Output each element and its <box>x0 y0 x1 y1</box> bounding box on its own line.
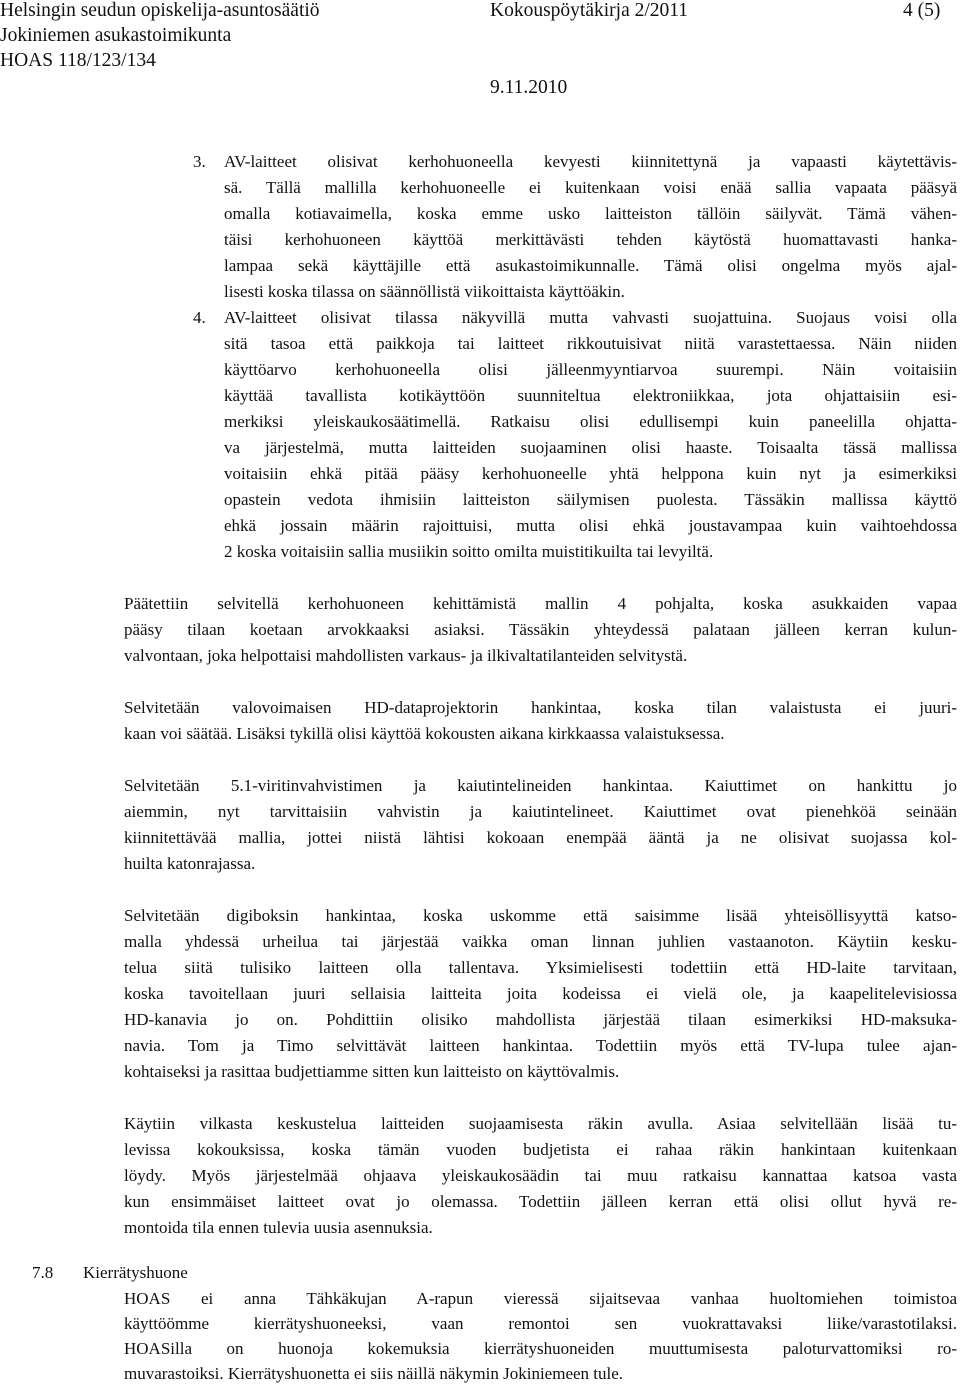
header-page-number: 4 (5) <box>903 0 941 21</box>
text-line: navia. Tom ja Timo selvittävät laitteen hankintaa. Todettiin myös että TV-lupa tulee ajan- <box>124 1036 957 1055</box>
text-line: pääsy tilaan koetaan arvokkaaksi asiaksi. Tässäkin yhteydessä palataan jälleen kerran kulun- <box>124 620 957 639</box>
text-line: lampaa sekä käyttäjille että asukastoimikunnalle. Tämä olisi ongelma myös ajal- <box>224 256 957 275</box>
list-item-number: 4. <box>193 308 206 327</box>
text-line: montoida tila ennen tulevia uusia asennuksia. <box>124 1218 433 1237</box>
text-line: merkiksi yleiskaukosäätimellä. Ratkaisu olisi edullisempi kuin paneelilla ohjatta- <box>224 412 957 431</box>
text-line: Selvitetään 5.1-viritinvahvistimen ja kaiutintelineiden hankintaa. Kaiuttimet on hankittu jo <box>124 776 957 795</box>
text-line: Käytiin vilkasta keskustelua laitteiden suojaamisesta räkin avulla. Asiaa selvitellään lisää tu- <box>124 1114 957 1133</box>
text-line: huilta katonrajassa. <box>124 854 256 873</box>
header-document-title: Kokouspöytäkirja 2/2011 <box>490 0 689 21</box>
text-line: AV-laitteet olisivat kerhohuoneella kevyesti kiinnitettynä ja vapaasti käytettävis- <box>224 152 957 171</box>
text-line: käyttää tavallista kotikäyttöön suunniteltua elektroniikkaa, jota ohjattaisiin esi- <box>224 386 957 405</box>
text-line: täisi kerhohuoneen käyttöä merkittävästi tehden käytöstä huomattavasti hanka- <box>224 230 957 249</box>
text-line: Päätettiin selvitellä kerhohuoneen kehittämistä mallin 4 pohjalta, koska asukkaiden vapaa <box>124 594 957 613</box>
text-line: telua siitä tulisiko laitteen olla tallentava. Yksimielisesti todettiin että HD-laite tarvitaan, <box>124 958 957 977</box>
list-item-number: 3. <box>193 152 206 171</box>
text-line: kaan voi säätää. Lisäksi tykillä olisi käyttöä kokousten aikana kirkkaassa valaistuksessa. <box>124 724 725 743</box>
text-line: va järjestelmä, mutta laitteiden suojaaminen olisi haaste. Toisaalta tässä mallissa <box>224 438 957 457</box>
section-title: Kierrätyshuone <box>83 1263 188 1282</box>
text-line: käyttöarvo kerhohuoneella olisi jälleenmyyntiarvoa suurempi. Näin voitaisiin <box>224 360 957 379</box>
text-line: käyttöömme kierrätyshuoneeksi, vaan remontoi sen vuokrattavaksi liike/varastotilaksi. <box>124 1314 957 1333</box>
text-line: kohtaiseksi ja rasittaa budjettiamme sitten kun laitteisto on käyttövalmis. <box>124 1062 620 1081</box>
text-line: valvontaan, joka helpottaisi mahdollisten varkaus- ja ilkivaltatilanteiden selvitystä. <box>124 646 688 665</box>
header-date: 9.11.2010 <box>490 77 568 98</box>
text-line: kun ensimmäiset laitteet ovat jo olemassa. Todettiin jälleen kerran että olisi ollut hyvä re- <box>124 1192 957 1211</box>
text-line: löydy. Myös järjestelmää ohjaava yleiskaukosäädin tai muu ratkaisu kannattaa katsoa vasta <box>124 1166 957 1185</box>
text-line: voitaisiin ehkä pitää pääsy kerhohuoneelle yhtä helppona kuin nyt ja esimerkiksi <box>224 464 957 483</box>
text-line: AV-laitteet olisivat tilassa näkyvillä mutta vahvasti suojattuina. Suojaus voisi olla <box>224 308 957 327</box>
text-line: sitä tasoa että paikkoja tai laitteet rikkoutuisivat niitä varastettaessa. Näin niiden <box>224 334 957 353</box>
text-line: lisesti koska tilassa on säännöllistä viikoittaista käyttöäkin. <box>224 282 625 301</box>
text-line: Selvitetään valovoimaisen HD-dataprojektorin hankintaa, koska tilan valaistusta ei juuri- <box>124 698 957 717</box>
text-line: kiinnitettävää mallia, jottei niistä lähtisi kokoaan enempää ääntä ja ne olisivat suojassa kol- <box>124 828 957 847</box>
text-line: opastein vedota ihmisiin laitteiston säilymisen puolesta. Tässäkin mallissa käyttö <box>224 490 957 509</box>
header-org: Helsingin seudun opiskelija-asuntosäätiö <box>0 0 320 21</box>
section-number: 7.8 <box>32 1263 54 1282</box>
text-line: Selvitetään digiboksin hankintaa, koska uskomme että saisimme lisää yhteisöllisyyttä katso- <box>124 906 957 925</box>
text-line: aiemmin, nyt tarvittaisiin vahvistin ja kaiutintelineet. Kaiuttimet ovat pienehköä seinään <box>124 802 957 821</box>
text-line: sä. Tällä mallilla kerhohuoneelle ei kuitenkaan voisi enää sallia vapaata pääsyä <box>224 178 957 197</box>
text-line: omalla kotiavaimella, koska emme usko laitteiston tällöin säilyvät. Tämä vähen- <box>224 204 957 223</box>
text-line: ehkä jossain määrin rajoittuisi, mutta olisi ehkä joustavampaa kuin vaihtoehdossa <box>224 516 957 535</box>
text-line: HOAS ei anna Tähkäkujan A-rapun vieressä sijaitsevaa vanhaa huoltomiehen toimistoa <box>124 1289 957 1308</box>
text-line: muvarastoiksi. Kierrätyshuonetta ei siis näillä näkymin Jokiniemeen tule. <box>124 1364 624 1383</box>
text-line: koska tavoitellaan juuri sellaisia laitteita joita kodeissa ei vielä ole, ja kaapelitelevisiossa <box>124 984 957 1003</box>
text-line: malla yhdessä urheilua tai järjestää vaikka oman linnan juhlien vastaanoton. Käytiin kesku- <box>124 932 957 951</box>
header-committee: Jokiniemen asukastoimikunta <box>0 25 232 46</box>
text-line: levissa kokouksissa, koska tämän vuoden budjetista ei rahaa räkin hankintaan kuitenkaan <box>124 1140 957 1159</box>
text-line: HOASilla on huonoja kokemuksia kierrätyshuoneiden muuttumisesta paloturvattomiksi ro- <box>124 1339 957 1358</box>
text-line: HD-kanavia jo on. Pohdittiin olisiko mahdollista järjestää tilaan esimerkiksi HD-maksuka- <box>124 1010 957 1029</box>
text-line: 2 koska voitaisiin sallia musiikin soitto omilta muistitikuilta tai levyiltä. <box>224 542 714 561</box>
header-reference: HOAS 118/123/134 <box>0 50 156 71</box>
